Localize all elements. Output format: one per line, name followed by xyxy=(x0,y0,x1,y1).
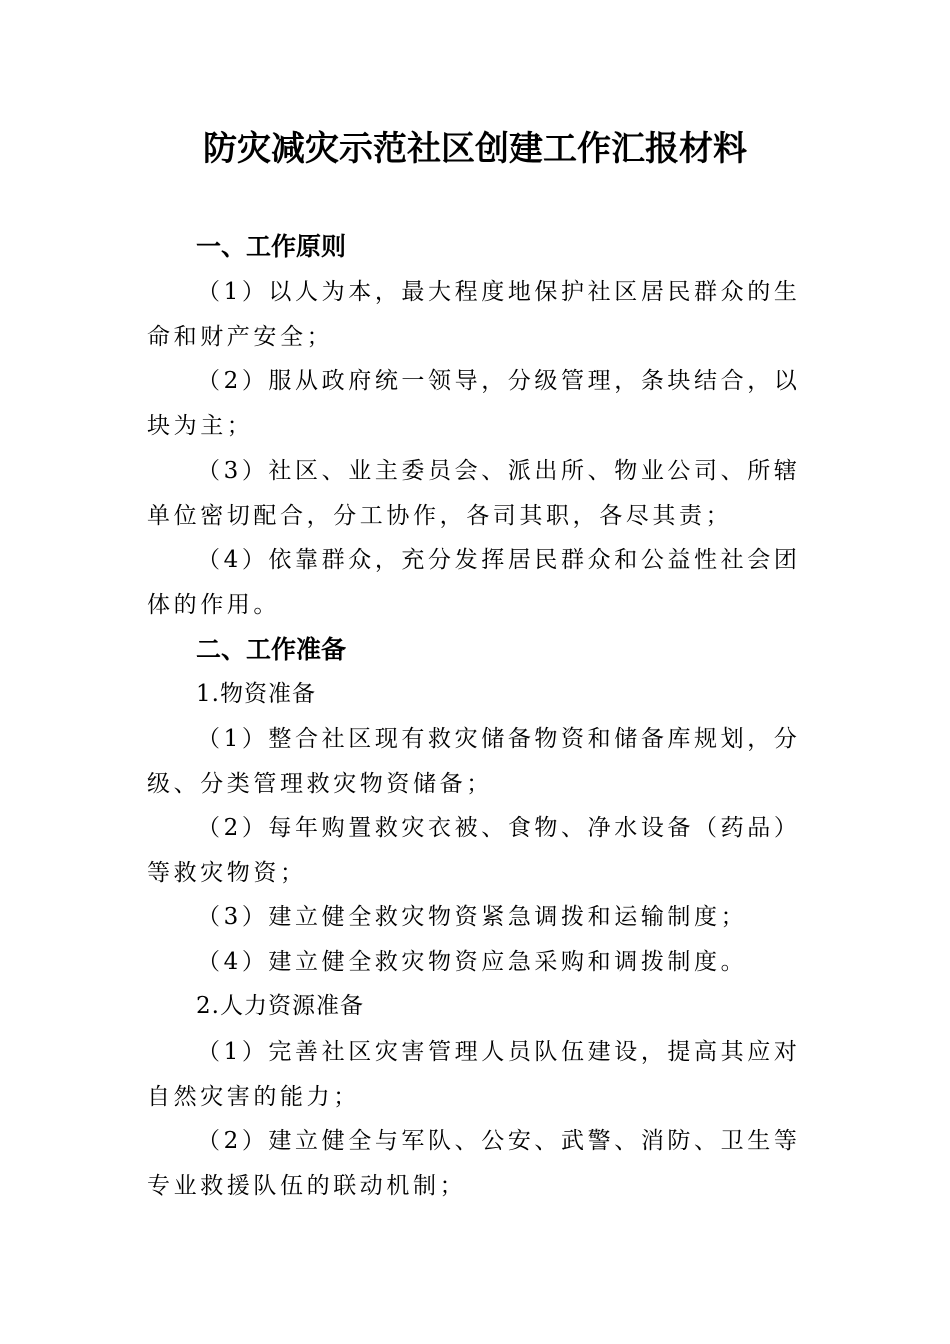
materials-item-2: （2）每年购置救灾衣被、食物、净水设备（药品）等救灾物资； xyxy=(147,815,801,886)
document-title: 防灾减灾示范社区创建工作汇报材料 xyxy=(203,129,747,169)
section-heading-principles: 一、工作原则 xyxy=(196,232,347,261)
subsection-heading-human-resources: 2.人力资源准备 xyxy=(196,993,364,1019)
materials-item-3: （3）建立健全救灾物资紧急调拨和运输制度； xyxy=(197,904,748,930)
subsection-heading-materials: 1.物资准备 xyxy=(196,681,316,707)
principle-item-4: （4）依靠群众，充分发挥居民群众和公益性社会团体的作用。 xyxy=(147,547,801,618)
principle-item-3: （3）社区、业主委员会、派出所、物业公司、所辖单位密切配合，分工协作，各司其职，各尽其责； xyxy=(147,458,801,529)
principle-item-1: （1）以人为本，最大程度地保护社区居民群众的生命和财产安全； xyxy=(147,279,801,350)
principle-item-2: （2）服从政府统一领导，分级管理，条块结合，以块为主； xyxy=(147,368,801,439)
materials-item-1: （1）整合社区现有救灾储备物资和储备库规划，分级、分类管理救灾物资储备； xyxy=(147,726,801,797)
human-resources-item-2: （2）建立健全与军队、公安、武警、消防、卫生等专业救援队伍的联动机制； xyxy=(147,1128,801,1199)
human-resources-item-1: （1）完善社区灾害管理人员队伍建设，提高其应对自然灾害的能力； xyxy=(147,1039,801,1110)
section-heading-preparation: 二、工作准备 xyxy=(196,635,347,664)
materials-item-4: （4）建立健全救灾物资应急采购和调拨制度。 xyxy=(197,949,748,975)
